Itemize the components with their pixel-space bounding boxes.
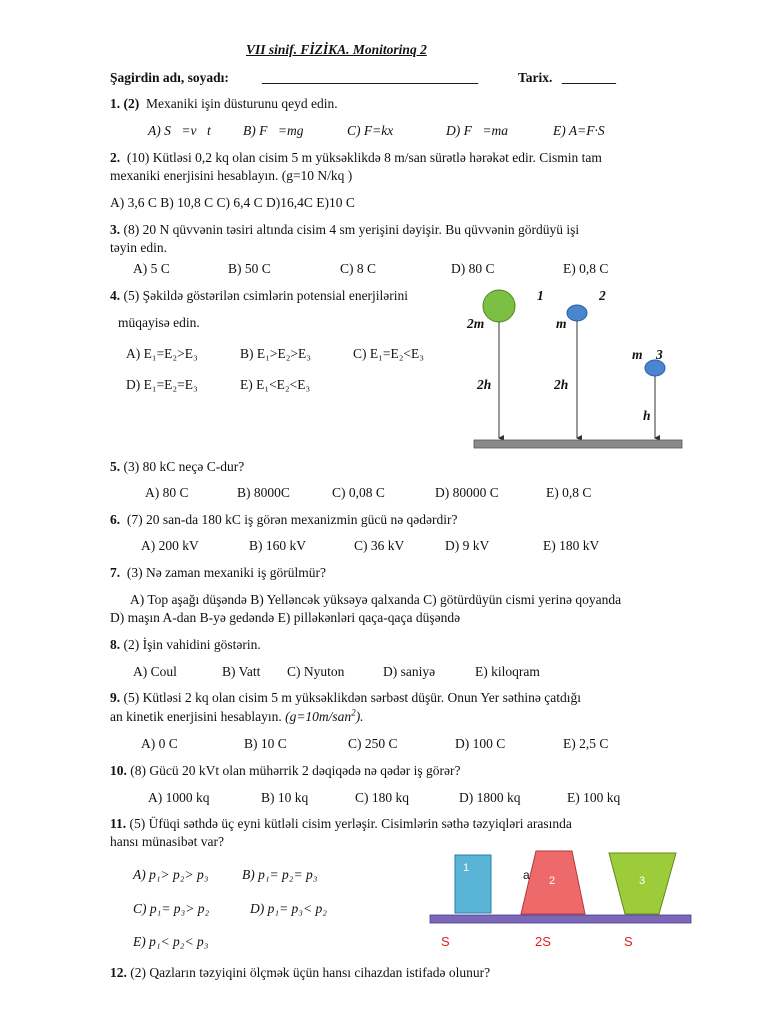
question-3: 3. (8) 20 N qüvvənin təsiri altında cisim 4 sm yerişini dəyişir. Bu qüvvənin gördüyü işi xyxy=(110,222,580,237)
q6-option-a[interactable]: A) 200 kV xyxy=(141,538,199,553)
question-3-line2: təyin edin. xyxy=(110,240,167,255)
q6-option-d[interactable]: D) 9 kV xyxy=(445,538,490,553)
q8-option-a[interactable]: A) Coul xyxy=(133,664,177,679)
q4-option-b[interactable]: B) E₁>E₂>E₃ xyxy=(240,346,311,361)
q1-option-e[interactable]: E) A=F·S xyxy=(553,123,605,138)
q9-option-b[interactable]: B) 10 C xyxy=(244,736,287,751)
question-6: 6. (7) 20 san-da 180 kC iş görən mexanizmin gücü nə qədərdir? xyxy=(110,512,458,527)
area-label-3: S xyxy=(624,934,633,949)
question-5-options xyxy=(145,485,591,501)
date-label: Tarix. xyxy=(518,70,553,85)
question-2: 2. (10) Kütləsi 0,2 kq olan cisim 5 m yüksəklikdə 8 m/san sürətlə hərəkət edir. Cismin tam xyxy=(110,150,602,165)
question-11: 11. (5) Üfüqi səthdə üç eyni kütləli cisim yerləşir. Cisimlərin səthə təzyiqləri arasında xyxy=(110,816,572,831)
question-10: 10. (8) Gücü 20 kVt olan mühərrik 2 dəqiqədə nə qədər iş görər? xyxy=(110,763,461,778)
q5-option-d[interactable]: D) 80000 C xyxy=(435,485,499,500)
fig4-mass-3: m xyxy=(632,347,643,362)
q11-option-e[interactable]: E) p₁< p₂< p₃ xyxy=(133,934,209,949)
q10-option-a[interactable]: A) 1000 kq xyxy=(148,790,210,805)
q4-figure xyxy=(474,290,682,448)
question-8-options xyxy=(133,664,540,680)
q6-option-c[interactable]: C) 36 kV xyxy=(354,538,405,553)
q10-option-e[interactable]: E) 100 kq xyxy=(567,790,621,805)
fig4-label-2: 2 xyxy=(599,288,606,303)
q11-option-c[interactable]: C) p₁= p₃> p₂ xyxy=(133,901,210,916)
question-11-line2: hansı münasibət var? xyxy=(110,834,224,849)
fig4-label-1: 1 xyxy=(537,288,544,303)
question-9: 9. (5) Kütləsi 2 kq olan cisim 5 m yüksəklikdən sərbəst düşür. Onun Yer səthinə çatdığı xyxy=(110,690,581,705)
q4-option-a[interactable]: A) E₁=E₂>E₃ xyxy=(126,346,198,361)
q8-option-e[interactable]: E) kiloqram xyxy=(475,664,540,679)
area-label-2: 2S xyxy=(535,934,551,949)
q9-option-a[interactable]: A) 0 C xyxy=(141,736,178,751)
worksheet-title: VII sinif. FİZİKA. Monitorinq 2 xyxy=(246,42,427,57)
q8-option-c[interactable]: C) Nyuton xyxy=(287,664,345,679)
side-a-label: a xyxy=(523,868,530,882)
horizontal-surface xyxy=(430,915,691,923)
question-5: 5. (3) 80 kC neçə C-dur? xyxy=(110,459,245,474)
q10-option-d[interactable]: D) 1800 kq xyxy=(459,790,521,805)
q3-option-d[interactable]: D) 80 C xyxy=(451,261,495,276)
question-2-line2: mexaniki enerjisini hesablayın. (g=10 N/kq ) xyxy=(110,168,353,183)
q4-option-e[interactable]: E) E₁<E₂<E₃ xyxy=(240,377,311,392)
fig4-height-2: 2h xyxy=(554,377,569,392)
question-10-options xyxy=(148,790,620,806)
ground-base xyxy=(474,440,682,448)
box-2-label: 2 xyxy=(549,875,556,887)
question-7-options-line1[interactable]: A) Top aşağı düşəndə B) Yelləncək yüksəyə qalxanda C) götürdüyün cismi yerinə qoyanda xyxy=(130,592,622,607)
q11-option-a[interactable]: A) p₁> p₂> p₃ xyxy=(133,867,209,882)
q4-option-d[interactable]: D) E₁=E₂=E₃ xyxy=(126,377,198,392)
q10-option-c[interactable]: C) 180 kq xyxy=(355,790,409,805)
q3-option-e[interactable]: E) 0,8 C xyxy=(563,261,609,276)
q11-figure xyxy=(430,851,691,923)
question-8: 8. (2) İşin vahidini göstərin. xyxy=(110,637,261,652)
q5-option-e[interactable]: E) 0,8 C xyxy=(546,485,592,500)
q9-option-c[interactable]: C) 250 C xyxy=(348,736,398,751)
question-1: 1. (2) Mexaniki işin düsturunu qeyd edin. xyxy=(110,96,338,111)
q6-option-b[interactable]: B) 160 kV xyxy=(249,538,306,553)
q1-option-a[interactable]: A) S⃗=v⃗t xyxy=(148,123,211,138)
q1-option-c[interactable]: C) F=kx xyxy=(347,123,394,138)
box-3-label: 3 xyxy=(639,875,646,887)
q8-option-b[interactable]: B) Vatt xyxy=(222,664,261,679)
q5-option-a[interactable]: A) 80 C xyxy=(145,485,189,500)
question-12: 12. (2) Qazların təzyiqini ölçmək üçün hansı cihazdan istifadə olunur? xyxy=(110,965,491,980)
q9-option-e[interactable]: E) 2,5 C xyxy=(563,736,609,751)
fig4-label-3: 3 xyxy=(656,347,663,362)
ball-1 xyxy=(483,290,515,322)
question-4-line2: müqayisə edin. xyxy=(118,315,200,330)
fig4-height-3: h xyxy=(643,408,651,423)
q4-option-c[interactable]: C) E₁=E₂<E₃ xyxy=(353,346,424,361)
question-6-options xyxy=(141,538,599,554)
question-2-options[interactable]: A) 3,6 C B) 10,8 C C) 6,4 C D)16,4C E)10 C xyxy=(110,195,355,210)
q5-option-c[interactable]: C) 0,08 C xyxy=(332,485,385,500)
q8-option-d[interactable]: D) saniyə xyxy=(383,664,436,679)
q5-option-b[interactable]: B) 8000C xyxy=(237,485,290,500)
q11-option-d[interactable]: D) p₁= p₃< p₂ xyxy=(250,901,327,916)
question-7: 7. (3) Nə zaman mexaniki iş görülmür? xyxy=(110,565,326,580)
question-9-options xyxy=(141,736,608,752)
area-label-1: S xyxy=(441,934,450,949)
question-7-options-line2[interactable]: D) maşın A-dan B-yə gedəndə E) pilləkənləri qaça-qaça düşəndə xyxy=(110,610,461,625)
q1-option-b[interactable]: B) F⃗=mg⃗ xyxy=(243,123,314,138)
fig4-height-1: 2h xyxy=(477,377,492,392)
question-4: 4. (5) Şəkildə göstərilən csimlərin potensial enerjilərini xyxy=(110,288,409,303)
q11-option-b[interactable]: B) p₁= p₂= p₃ xyxy=(242,867,318,882)
question-9-line2: an kinetik enerjisini hesablayın. (g=10m/san$^2$). xyxy=(110,707,364,724)
student-name-line[interactable]: ________________________________ xyxy=(262,70,478,85)
student-name-label: Şagirdin adı, soyadı: xyxy=(110,70,229,85)
q9-option-d[interactable]: D) 100 C xyxy=(455,736,506,751)
box-1 xyxy=(455,855,491,913)
ball-2 xyxy=(567,305,587,321)
fig4-mass-1: 2m xyxy=(467,316,485,331)
q6-option-e[interactable]: E) 180 kV xyxy=(543,538,600,553)
date-line[interactable]: ________ xyxy=(562,70,616,85)
q3-option-c[interactable]: C) 8 C xyxy=(340,261,377,276)
fig4-mass-2: m xyxy=(556,316,567,331)
q10-option-b[interactable]: B) 10 kq xyxy=(261,790,309,805)
box-1-label: 1 xyxy=(463,862,470,874)
q3-option-b[interactable]: B) 50 C xyxy=(228,261,271,276)
q3-option-a[interactable]: A) 5 C xyxy=(133,261,170,276)
q1-option-d[interactable]: D) F⃗=ma⃗ xyxy=(446,123,519,138)
